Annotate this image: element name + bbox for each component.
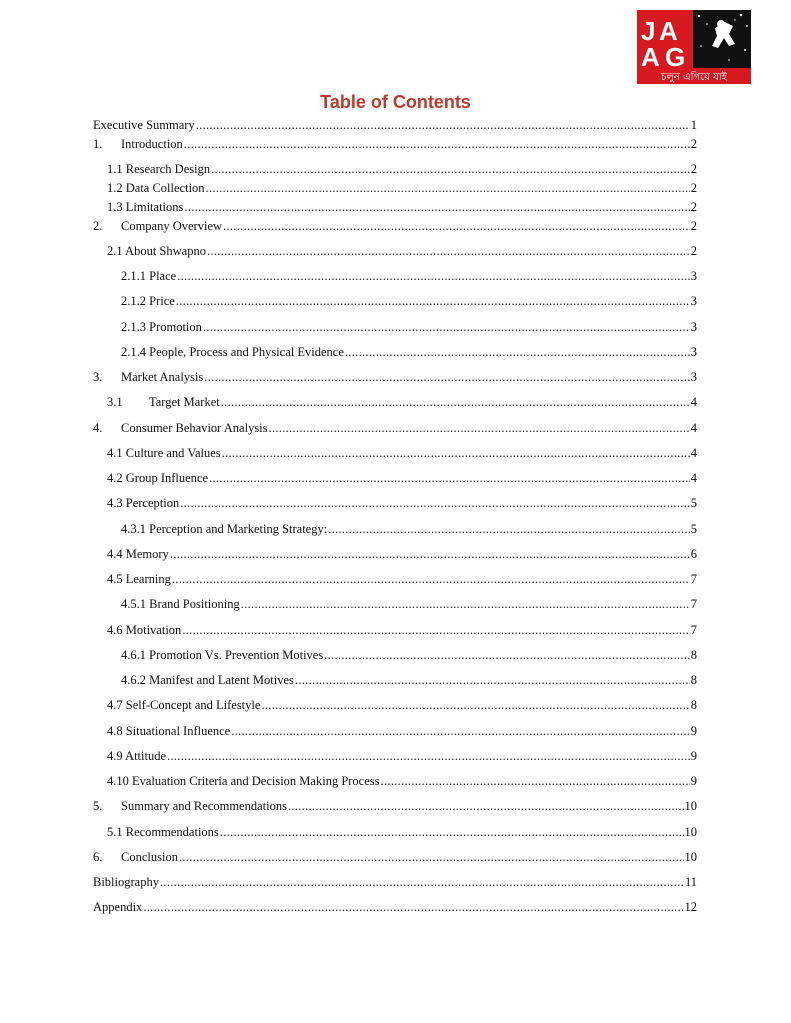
- toc-entry[interactable]: [93, 117, 697, 133]
- toc-entry[interactable]: [121, 672, 697, 688]
- toc-entry-label: 2.1.2 Price: [121, 294, 175, 308]
- toc-entry-label: 4.1 Culture and Values: [107, 446, 221, 460]
- dot-leader: [209, 470, 690, 486]
- toc-entry[interactable]: [93, 420, 697, 436]
- dot-leader: [176, 293, 690, 309]
- toc-entry-label: Target Market: [149, 395, 220, 409]
- toc-entry-page-number: 11: [684, 875, 697, 889]
- toc-entry-label: 1.3 Limitations: [107, 200, 184, 214]
- toc-entry-label: 4.6.1 Promotion Vs. Prevention Motives: [121, 648, 324, 662]
- dot-leader: [182, 622, 689, 638]
- toc-entry-label: Market Analysis: [121, 370, 204, 384]
- toc-entry-number: 3.: [93, 370, 103, 384]
- dot-leader: [324, 647, 690, 663]
- toc-entry-page-number: 2: [690, 162, 697, 176]
- dot-leader: [207, 243, 690, 259]
- toc-entry-page-number: 5: [690, 496, 697, 510]
- toc-entry-label: 5.1 Recommendations: [107, 825, 219, 839]
- toc-entry-label: 2.1.4 People, Process and Physical Evidence: [121, 345, 344, 359]
- toc-entry-page-number: 4: [690, 395, 697, 409]
- dot-leader: [211, 161, 690, 177]
- toc-entry-number: 1.: [93, 137, 103, 151]
- dot-leader: [196, 117, 690, 133]
- toc-entry[interactable]: [107, 394, 697, 410]
- dot-leader: [170, 546, 690, 562]
- toc-entry-label: 4.9 Attitude: [107, 749, 167, 763]
- toc-entry-page-number: 5: [690, 522, 697, 536]
- toc-entry-label: Company Overview: [121, 219, 223, 233]
- toc-entry-label: 2.1 About Shwapno: [107, 244, 206, 258]
- toc-entry[interactable]: [93, 874, 697, 890]
- toc-entry[interactable]: [107, 723, 697, 739]
- toc-entry-page-number: 4: [690, 446, 697, 460]
- toc-entry[interactable]: [93, 798, 697, 814]
- toc-entry[interactable]: [107, 161, 697, 177]
- dot-leader: [167, 748, 690, 764]
- toc-entry-label: 1.1 Research Design: [107, 162, 211, 176]
- dot-leader: [345, 344, 690, 360]
- toc-entry[interactable]: [107, 697, 697, 713]
- toc-entry-page-number: 7: [690, 597, 697, 611]
- toc-entry-page-number: 2: [690, 137, 697, 151]
- svg-text:G: G: [665, 42, 686, 72]
- toc-entry[interactable]: [107, 748, 697, 764]
- toc-entry[interactable]: [107, 199, 697, 215]
- toc-entry-label: 4.6.2 Manifest and Latent Motives: [121, 673, 294, 687]
- dot-leader: [295, 672, 690, 688]
- toc-entry-label: Consumer Behavior Analysis: [121, 421, 268, 435]
- toc-entry[interactable]: [107, 495, 697, 511]
- toc-entry-page-number: 9: [690, 724, 697, 738]
- dot-leader: [269, 420, 690, 436]
- toc-entry[interactable]: [121, 596, 697, 612]
- toc-entry-page-number: 9: [690, 749, 697, 763]
- dot-leader: [328, 521, 690, 537]
- toc-entry[interactable]: [107, 622, 697, 638]
- toc-entry-page-number: 3: [690, 294, 697, 308]
- dot-leader: [172, 571, 690, 587]
- toc-entry-label: 4.7 Self-Concept and Lifestyle: [107, 698, 261, 712]
- toc-entry-label: Introduction: [121, 137, 183, 151]
- dot-leader: [160, 874, 684, 890]
- dot-leader: [221, 394, 690, 410]
- toc-entry-page-number: 3: [690, 370, 697, 384]
- toc-entry-label: 4.5 Learning: [107, 572, 171, 586]
- toc-entry[interactable]: [93, 218, 697, 234]
- toc-entry-label: Bibliography: [93, 875, 159, 889]
- toc-entry[interactable]: [107, 180, 697, 196]
- toc-entry[interactable]: [121, 647, 697, 663]
- toc-entry-label: 4.4 Memory: [107, 547, 169, 561]
- toc-entry[interactable]: [121, 268, 697, 284]
- toc-entry-label: 4.8 Situational Influence: [107, 724, 231, 738]
- toc-entry[interactable]: [93, 369, 697, 385]
- toc-entry-page-number: 10: [684, 799, 697, 813]
- toc-entry-page-number: 8: [690, 648, 697, 662]
- toc-entry-page-number: 7: [690, 572, 697, 586]
- toc-entry-page-number: 2: [690, 200, 697, 214]
- dot-leader: [180, 495, 690, 511]
- toc-entry-page-number: 3: [690, 320, 697, 334]
- toc-entry-label: 4.3 Perception: [107, 496, 180, 510]
- dot-leader: [206, 180, 690, 196]
- toc-entry[interactable]: [93, 899, 697, 915]
- dot-leader: [220, 824, 684, 840]
- dot-leader: [177, 268, 690, 284]
- toc-entry[interactable]: [107, 243, 697, 259]
- toc-entry-page-number: 8: [690, 673, 697, 687]
- toc-entry[interactable]: [107, 470, 697, 486]
- toc-entry-label: 4.10 Evaluation Criteria and Decision Making Process: [107, 774, 380, 788]
- toc-entry-label: 2.1.3 Promotion: [121, 320, 202, 334]
- toc-entry-label: 4.3.1 Perception and Marketing Strategy:: [121, 522, 328, 536]
- toc-entry[interactable]: [107, 824, 697, 840]
- toc-entry-label: Executive Summary: [93, 118, 195, 132]
- toc-entry-page-number: 2: [690, 181, 697, 195]
- dot-leader: [204, 369, 689, 385]
- toc-entry[interactable]: [93, 136, 697, 152]
- toc-entry-page-number: 10: [684, 850, 697, 864]
- toc-entry-page-number: 2: [690, 219, 697, 233]
- toc-entry-number: 2.: [93, 219, 103, 233]
- toc-entry[interactable]: [107, 546, 697, 562]
- dot-leader: [184, 136, 690, 152]
- toc-entry-page-number: 9: [690, 774, 697, 788]
- toc-entry-page-number: 10: [684, 825, 697, 839]
- dot-leader: [222, 445, 690, 461]
- svg-text:A: A: [641, 42, 660, 72]
- toc-entry[interactable]: [107, 773, 697, 789]
- toc-entry-label: 4.6 Motivation: [107, 623, 182, 637]
- svg-text:A: A: [659, 16, 678, 46]
- dot-leader: [261, 697, 689, 713]
- dot-leader: [381, 773, 690, 789]
- toc-entry[interactable]: [121, 521, 697, 537]
- svg-text:J: J: [641, 16, 656, 46]
- toc-entry-label: Summary and Recommendations: [121, 799, 287, 813]
- logo-tagline: চলুন এগিয়ে যাই: [661, 72, 727, 83]
- toc-entry-number: 5.: [93, 799, 103, 813]
- toc-entry-label: 2.1.1 Place: [121, 269, 177, 283]
- toc-entry-number: 4.: [93, 421, 103, 435]
- toc-entry-number: 3.1: [107, 395, 123, 409]
- toc-entry-label: 4.5.1 Brand Positioning: [121, 597, 240, 611]
- toc-entry-page-number: 12: [684, 900, 697, 914]
- page-title: Table of Contents: [320, 92, 471, 112]
- toc-entry-page-number: 2: [690, 244, 697, 258]
- toc-entry-label: Conclusion: [121, 850, 178, 864]
- toc-entry[interactable]: [107, 445, 697, 461]
- toc-entry-page-number: 4: [690, 421, 697, 435]
- toc-entry-page-number: 4: [690, 471, 697, 485]
- dot-leader: [241, 596, 690, 612]
- toc-entry-page-number: 3: [690, 345, 697, 359]
- toc-entry[interactable]: [107, 571, 697, 587]
- toc-entry-page-number: 3: [690, 269, 697, 283]
- toc-entry-label: 4.2 Group Influence: [107, 471, 209, 485]
- dot-leader: [184, 199, 689, 215]
- toc-entry[interactable]: [93, 849, 697, 865]
- toc-entry-number: 6.: [93, 850, 103, 864]
- dot-leader: [231, 723, 690, 739]
- toc-entry[interactable]: [121, 344, 697, 360]
- dot-leader: [288, 798, 684, 814]
- dot-leader: [223, 218, 690, 234]
- toc-entry[interactable]: [121, 319, 697, 335]
- toc-entry-page-number: 8: [690, 698, 697, 712]
- toc-entry-label: Appendix: [93, 900, 143, 914]
- toc-entry-page-number: 1: [690, 118, 697, 132]
- toc-entry-page-number: 7: [690, 623, 697, 637]
- dot-leader: [203, 319, 690, 335]
- toc-entry-page-number: 6: [690, 547, 697, 561]
- toc-entry[interactable]: [121, 293, 697, 309]
- toc-entry-label: 1.2 Data Collection: [107, 181, 205, 195]
- dot-leader: [179, 849, 684, 865]
- dot-leader: [143, 899, 683, 915]
